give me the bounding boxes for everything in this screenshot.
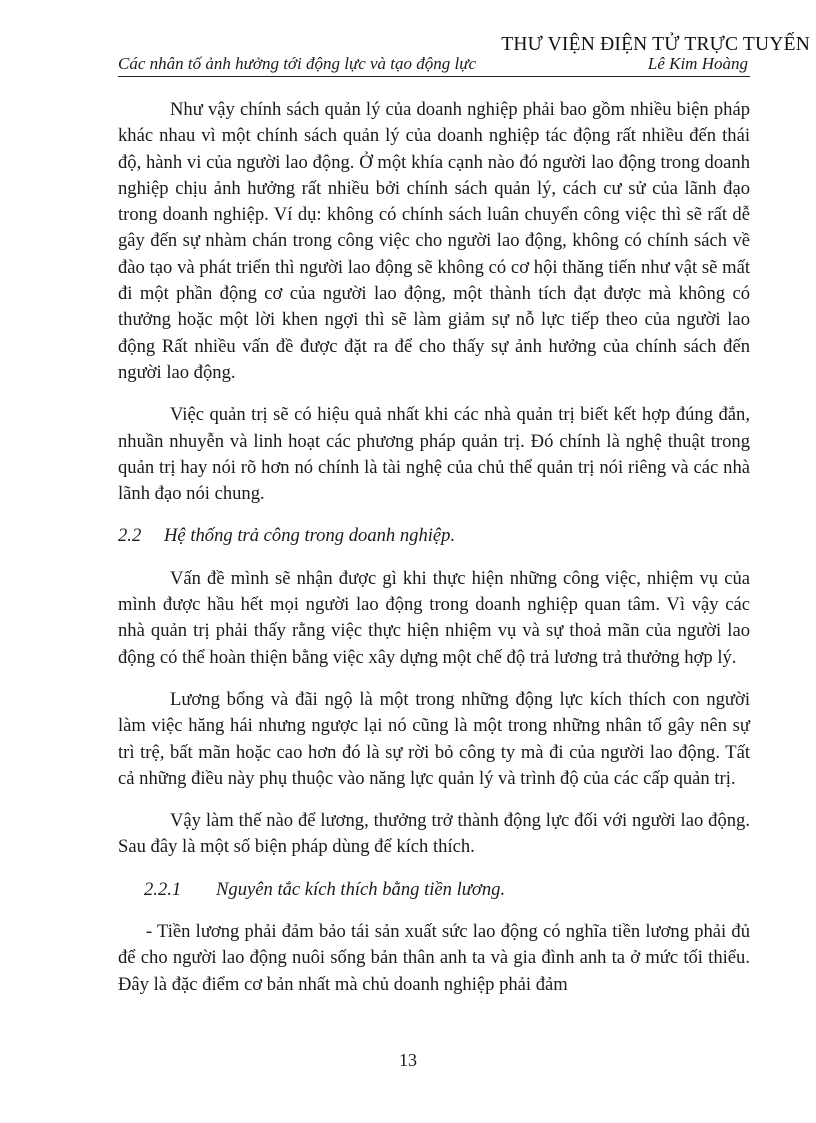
section-heading (118, 523, 750, 549)
body-text (118, 97, 750, 998)
paragraph: Như vậy chính sách quản lý của doanh nghiệp phải bao gồm nhiều biện pháp khác nhau vì một chính sách quản lý của doanh nghiệp tác động rất nhiều đến thái độ, hành vi của người lao động. Ở một khía cạnh nào đó người lao động trong doanh nghiệp chịu ảnh hưởng rất nhiều bởi chính sách quản lý, cách cư sử của lãnh đạo trong doanh nghiệp. Ví dụ: không có chính sách luân chuyển công việc thì sẽ rất dễ gây đến sự nhàm chán trong công việc cho người lao động, không có chính sách về đào tạo và phát triển thì người lao động sẽ không có cơ hội thăng tiến như vật sẽ mất đi một phần động cơ của người lao động, một thành tích đạt được mà không có thưởng hoặc một lời khen ngợi thì sẽ làm giảm sự nỗ lực tiếp theo của người lao động Rất nhiều vấn đề được đặt ra để cho thấy sự ảnh hưởng của chính sách đến người lao động. (118, 99, 750, 383)
paragraph: Việc quản trị sẽ có hiệu quả nhất khi các nhà quản trị biết kết hợp đúng đắn, nhuần nhuyễn và linh hoạt các phương pháp quản trị. Đó chính là nghệ thuật trong quản trị hay nói rõ hơn nó chính là tài nghệ của chủ thể quản trị nói riêng và các nhà lãnh đạo nói chung. (118, 404, 750, 505)
bullet-paragraph: - Tiền lương phải đảm bảo tái sản xuất sức lao động có nghĩa tiền lương phải đủ để cho người lao động nuôi sống bản thân anh ta và gia đình anh ta ở mức tối thiểu. Đây là đặc điểm cơ bản nhất mà chủ doanh nghiệp phải đảm (118, 921, 750, 995)
section-number: 2.2 (118, 525, 142, 547)
header-title: Các nhân tố ảnh hưởng tới động lực và tạo động lực (118, 54, 477, 73)
paragraph: Lương bổng và đãi ngộ là một trong những động lực kích thích con người làm việc hăng hái nhưng ngược lại nó cũng là một trong những nhân tố gây nên sự trì trệ, bất mãn hoặc cao hơn đó là sự rời bỏ công ty mà đi của người lao động. Tất cả những điều này phụ thuộc vào năng lực quản lý và trình độ của các cấp quản trị. (118, 688, 750, 789)
header-author: Lê Kim Hoàng (647, 54, 748, 73)
page-number: 13 (399, 1050, 417, 1070)
paragraph: Vậy làm thế nào để lương, thưởng trở thành động lực đối với người lao động. Sau đây là một số biện pháp dùng để kích thích. (118, 810, 750, 858)
library-watermark: THƯ VIỆN ĐIỆN TỬ TRỰC TUYẾN (501, 34, 810, 55)
subsection-number: 2.2.1 (144, 878, 182, 900)
subsection-heading (118, 877, 750, 903)
subsection-title: Nguyên tắc kích thích bằng tiền lương. (216, 878, 506, 900)
section-title: Hệ thống trả công trong doanh nghiệp. (164, 525, 456, 547)
paragraph: Vấn đề mình sẽ nhận được gì khi thực hiện những công việc, nhiệm vụ của mình được hầu hết mọi người lao động trong doanh nghiệp quan tâm. Vì vậy các nhà quản trị phải thấy rằng việc thực hiện nhiệm vụ và sự thoả mãn của người lao động có thể hoàn thiện bằng việc xây dựng một chế độ trả lương trả thưởng hợp lý. (118, 567, 750, 668)
running-header (118, 52, 750, 77)
